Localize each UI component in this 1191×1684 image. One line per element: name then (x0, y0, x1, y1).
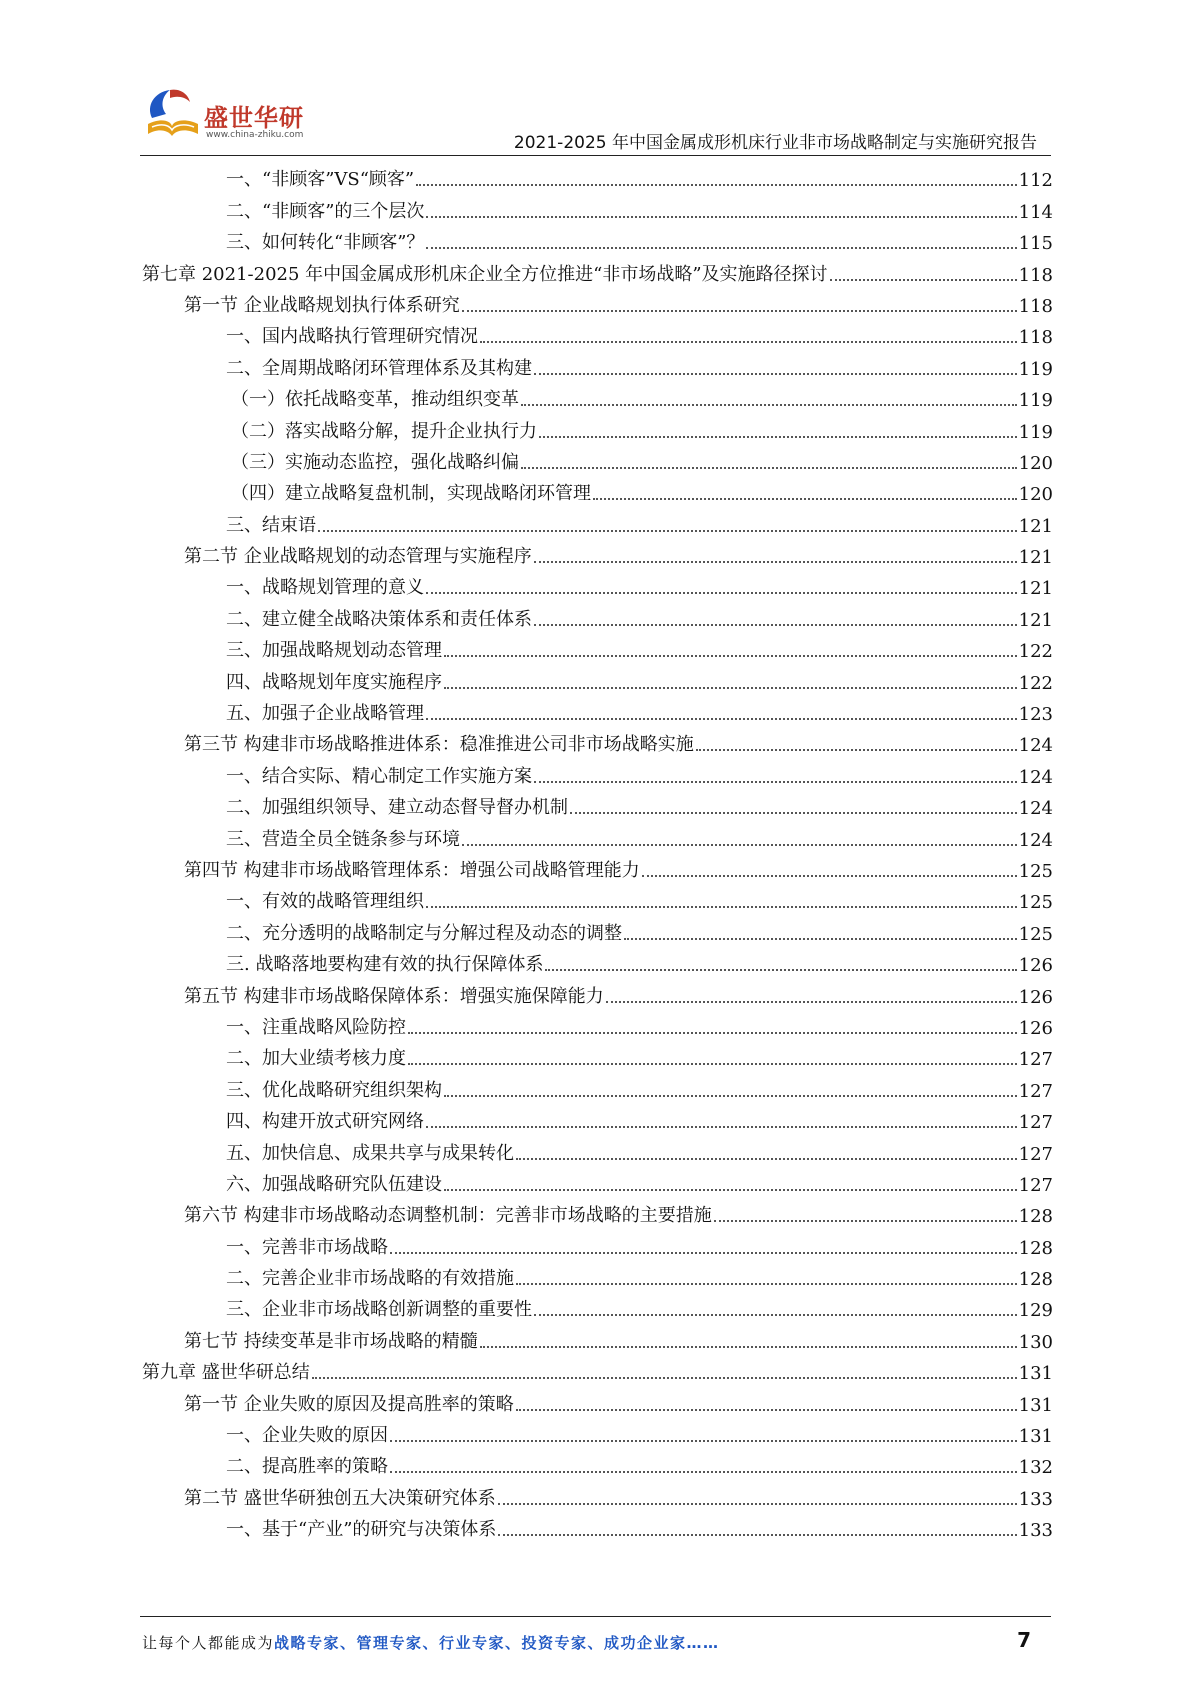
toc-entry-title: 一、“非顾客”VS“顾客” (226, 169, 415, 191)
toc-leader-dots (642, 874, 1017, 877)
toc-entry[interactable] (142, 476, 1053, 507)
toc-leader-dots (498, 1533, 1016, 1536)
toc-entry-page: 127 (1018, 1143, 1053, 1165)
toc-leader-dots (539, 435, 1017, 438)
toc-entry[interactable] (142, 758, 1053, 789)
toc-entry[interactable] (142, 947, 1053, 978)
toc-entry[interactable] (142, 1072, 1053, 1103)
toc-leader-dots (696, 748, 1017, 751)
toc-leader-dots (426, 246, 1016, 249)
toc-entry[interactable] (142, 978, 1053, 1009)
toc-entry[interactable] (142, 1261, 1053, 1292)
toc-entry-page: 121 (1018, 578, 1053, 600)
toc-entry[interactable] (142, 664, 1053, 695)
book-logo-icon (140, 80, 204, 144)
toc-entry-title: 四、战略规划年度实施程序 (226, 671, 442, 693)
toc-entry-page: 126 (1018, 986, 1053, 1008)
toc-leader-dots (426, 215, 1016, 218)
footer-divider (140, 1616, 1051, 1617)
toc-leader-dots (444, 1094, 1017, 1097)
toc-entry-page: 120 (1018, 452, 1053, 474)
toc-entry-page: 119 (1018, 390, 1053, 412)
toc-entry[interactable] (142, 1229, 1053, 1260)
toc-entry[interactable] (142, 1355, 1053, 1386)
toc-entry-page: 124 (1018, 766, 1053, 788)
table-of-contents (142, 162, 1053, 1543)
toc-entry[interactable] (142, 633, 1053, 664)
toc-entry-page: 127 (1018, 1112, 1053, 1134)
toc-entry-page: 115 (1018, 233, 1053, 255)
toc-leader-dots (390, 1251, 1017, 1254)
toc-entry-page: 128 (1018, 1269, 1053, 1291)
toc-entry-page: 128 (1018, 1237, 1053, 1259)
toc-leader-dots (480, 340, 1017, 343)
toc-entry[interactable] (142, 1135, 1053, 1166)
toc-entry-page: 118 (1018, 264, 1053, 286)
toc-entry-title: 一、战略规划管理的意义 (226, 577, 424, 599)
toc-entry[interactable] (142, 1167, 1053, 1198)
toc-entry-title: 六、加强战略研究队伍建设 (226, 1173, 442, 1195)
toc-entry[interactable] (142, 821, 1053, 852)
toc-entry[interactable] (142, 382, 1053, 413)
toc-leader-dots (408, 1031, 1017, 1034)
toc-leader-dots (390, 1439, 1017, 1442)
toc-leader-dots (534, 560, 1017, 563)
toc-entry[interactable] (142, 884, 1053, 915)
toc-entry[interactable] (142, 1449, 1053, 1480)
toc-leader-dots (593, 497, 1017, 500)
toc-entry-title: 二、“非顾客”的三个层次 (226, 200, 425, 222)
toc-entry-title: 二、充分透明的战略制定与分解过程及动态的调整 (226, 922, 622, 944)
toc-entry-title: 三. 战略落地要构建有效的执行保障体系 (226, 954, 544, 976)
toc-entry-title: （四）建立战略复盘机制，实现战略闭环管理 (231, 483, 591, 505)
toc-entry-title: 一、注重战略风险防控 (226, 1016, 406, 1038)
toc-entry[interactable] (142, 193, 1053, 224)
toc-entry-title: 第七节 持续变革是非市场战略的精髓 (184, 1330, 478, 1352)
toc-entry-page: 123 (1018, 704, 1053, 726)
toc-entry-page: 112 (1018, 170, 1053, 192)
toc-entry-title: 一、基于“产业”的研究与决策体系 (226, 1519, 497, 1541)
toc-entry[interactable] (142, 696, 1053, 727)
toc-leader-dots (521, 403, 1017, 406)
toc-entry-page: 121 (1018, 547, 1053, 569)
toc-entry[interactable] (142, 1198, 1053, 1229)
toc-leader-dots (534, 623, 1017, 626)
toc-entry[interactable] (142, 1418, 1053, 1449)
toc-leader-dots (624, 937, 1017, 940)
toc-leader-dots (426, 717, 1017, 720)
toc-entry-page: 121 (1018, 515, 1053, 537)
toc-leader-dots (408, 1062, 1017, 1065)
toc-entry-page: 122 (1018, 672, 1053, 694)
toc-leader-dots (516, 1282, 1017, 1285)
toc-entry-title: 一、结合实际、精心制定工作实施方案 (226, 765, 532, 787)
toc-entry-title: （一）依托战略变革，推动组织变革 (231, 389, 519, 411)
toc-entry-title: 二、加强组织领导、建立动态督导督办机制 (226, 797, 568, 819)
toc-leader-dots (426, 591, 1017, 594)
toc-entry-title: 第三节 构建非市场战略推进体系：稳准推进公司非市场战略实施 (184, 734, 694, 756)
toc-entry-title: 三、如何转化“非顾客”？ (226, 232, 425, 254)
toc-entry-page: 126 (1018, 1017, 1053, 1039)
toc-entry-title: 第一节 企业战略规划执行体系研究 (184, 294, 460, 316)
toc-entry-title: 一、企业失败的原因 (226, 1425, 388, 1447)
toc-leader-dots (714, 1219, 1017, 1222)
toc-entry[interactable] (142, 790, 1053, 821)
toc-entry[interactable] (142, 853, 1053, 884)
toc-entry[interactable] (142, 507, 1053, 538)
toc-entry-title: 第九章 盛世华研总结 (142, 1362, 310, 1384)
toc-entry[interactable] (142, 570, 1053, 601)
toc-entry[interactable] (142, 601, 1053, 632)
toc-leader-dots (521, 466, 1017, 469)
toc-entry[interactable] (142, 225, 1053, 256)
toc-entry[interactable] (142, 727, 1053, 758)
toc-entry-title: 第七章 2021-2025 年中国金属成形机床企业全方位推进“非市场战略”及实施路径探讨 (142, 263, 828, 285)
brand-url: www.china-zhiku.com (206, 130, 304, 140)
toc-entry[interactable] (142, 915, 1053, 946)
toc-entry-title: 五、加快信息、成果共享与成果转化 (226, 1142, 514, 1164)
toc-leader-dots (545, 968, 1016, 971)
toc-entry-page: 120 (1018, 484, 1053, 506)
toc-entry-page: 125 (1018, 860, 1053, 882)
toc-entry-title: 第一节 企业失败的原因及提高胜率的策略 (184, 1393, 514, 1415)
toc-entry-page: 131 (1018, 1426, 1053, 1448)
toc-leader-dots (312, 1376, 1017, 1379)
toc-entry-page: 125 (1018, 892, 1053, 914)
toc-entry[interactable] (142, 350, 1053, 381)
toc-entry-title: 二、全周期战略闭环管理体系及其构建 (226, 357, 532, 379)
toc-entry-title: （二）落实战略分解，提升企业执行力 (231, 420, 537, 442)
toc-leader-dots (318, 529, 1017, 532)
toc-entry-title: 第六节 构建非市场战略动态调整机制：完善非市场战略的主要措施 (184, 1205, 712, 1227)
toc-entry[interactable] (142, 1512, 1053, 1543)
toc-entry-page: 125 (1018, 923, 1053, 945)
toc-entry-page: 118 (1018, 327, 1053, 349)
toc-entry-title: 三、加强战略规划动态管理 (226, 640, 442, 662)
toc-entry-title: 二、建立健全战略决策体系和责任体系 (226, 608, 532, 630)
report-title: 2021-2025 年中国金属成形机床行业非市场战略制定与实施研究报告 (513, 133, 1037, 153)
toc-entry-page: 122 (1018, 641, 1053, 663)
toc-entry-page: 124 (1018, 798, 1053, 820)
toc-entry-page: 128 (1018, 1206, 1053, 1228)
toc-entry-title: 二、提高胜率的策略 (226, 1456, 388, 1478)
toc-leader-dots (570, 811, 1017, 814)
toc-leader-dots (516, 1408, 1017, 1411)
toc-entry-title: 三、结束语 (226, 514, 316, 536)
toc-entry-title: 一、有效的战略管理组织 (226, 891, 424, 913)
toc-entry-page: 119 (1018, 358, 1053, 380)
header-divider (140, 155, 1051, 156)
toc-leader-dots (444, 1188, 1017, 1191)
toc-entry-title: 第二节 企业战略规划的动态管理与实施程序 (184, 546, 532, 568)
toc-entry-title: 第二节 盛世华研独创五大决策研究体系 (184, 1487, 496, 1509)
toc-entry-page: 114 (1018, 201, 1053, 223)
toc-entry-page: 124 (1018, 829, 1053, 851)
toc-entry-page: 118 (1018, 295, 1053, 317)
toc-entry-page: 126 (1018, 955, 1053, 977)
toc-leader-dots (516, 1157, 1017, 1160)
toc-leader-dots (534, 1313, 1017, 1316)
toc-entry-title: 二、加大业绩考核力度 (226, 1048, 406, 1070)
toc-leader-dots (426, 1125, 1017, 1128)
brand-logo (140, 80, 340, 150)
toc-entry-title: 第四节 构建非市场战略管理体系：增强公司战略管理能力 (184, 859, 640, 881)
toc-entry-page: 133 (1018, 1520, 1053, 1542)
toc-entry-page: 127 (1018, 1080, 1053, 1102)
toc-entry[interactable] (142, 1010, 1053, 1041)
toc-leader-dots (480, 1345, 1017, 1348)
toc-leader-dots (390, 1470, 1017, 1473)
toc-entry[interactable] (142, 288, 1053, 319)
toc-entry[interactable] (142, 256, 1053, 287)
brand-name: 盛世华研 (204, 104, 304, 132)
slogan-prefix: 让每个人都能成为 (142, 1634, 275, 1652)
toc-entry-page: 133 (1018, 1488, 1053, 1510)
toc-entry-title: 一、完善非市场战略 (226, 1236, 388, 1258)
toc-entry-title: 三、优化战略研究组织架构 (226, 1079, 442, 1101)
toc-entry-title: （三）实施动态监控，强化战略纠偏 (231, 451, 519, 473)
toc-entry-title: 三、营造全员全链条参与环境 (226, 828, 460, 850)
page-number: 7 (1017, 1628, 1031, 1652)
toc-entry[interactable] (142, 445, 1053, 476)
page-header (0, 0, 1191, 160)
toc-entry-title: 二、完善企业非市场战略的有效措施 (226, 1268, 514, 1290)
toc-entry[interactable] (142, 1386, 1053, 1417)
toc-leader-dots (426, 905, 1017, 908)
toc-leader-dots (534, 780, 1017, 783)
toc-leader-dots (462, 309, 1017, 312)
toc-leader-dots (498, 1502, 1017, 1505)
toc-entry-title: 一、国内战略执行管理研究情况 (226, 326, 478, 348)
toc-entry[interactable] (142, 413, 1053, 444)
toc-entry[interactable] (142, 1041, 1053, 1072)
toc-entry-title: 三、企业非市场战略创新调整的重要性 (226, 1299, 532, 1321)
toc-entry-title: 第五节 构建非市场战略保障体系：增强实施保障能力 (184, 985, 604, 1007)
toc-entry[interactable] (142, 1480, 1053, 1511)
toc-entry-page: 132 (1018, 1457, 1053, 1479)
toc-leader-dots (534, 372, 1017, 375)
toc-entry[interactable] (142, 1104, 1053, 1135)
toc-entry-page: 124 (1018, 735, 1053, 757)
toc-entry[interactable] (142, 319, 1053, 350)
toc-leader-dots (606, 1000, 1017, 1003)
toc-leader-dots (462, 843, 1017, 846)
toc-entry-page: 131 (1018, 1394, 1053, 1416)
toc-entry-page: 131 (1018, 1363, 1053, 1385)
toc-entry-page: 130 (1018, 1331, 1053, 1353)
toc-leader-dots (830, 278, 1017, 281)
toc-leader-dots (444, 654, 1017, 657)
slogan-highlight: 战略专家、管理专家、行业专家、投资专家、成功企业家…… (274, 1634, 720, 1652)
toc-entry-page: 119 (1018, 421, 1053, 443)
toc-entry[interactable] (142, 539, 1053, 570)
toc-leader-dots (444, 686, 1017, 689)
toc-entry[interactable] (142, 162, 1053, 193)
toc-entry[interactable] (142, 1323, 1053, 1354)
toc-leader-dots (416, 183, 1017, 186)
toc-entry-page: 127 (1018, 1174, 1053, 1196)
toc-entry-page: 129 (1018, 1300, 1053, 1322)
toc-entry-page: 127 (1018, 1049, 1053, 1071)
toc-entry-page: 121 (1018, 609, 1053, 631)
toc-entry[interactable] (142, 1292, 1053, 1323)
footer-slogan (142, 1632, 720, 1653)
toc-entry-title: 四、构建开放式研究网络 (226, 1111, 424, 1133)
toc-entry-title: 五、加强子企业战略管理 (226, 703, 424, 725)
